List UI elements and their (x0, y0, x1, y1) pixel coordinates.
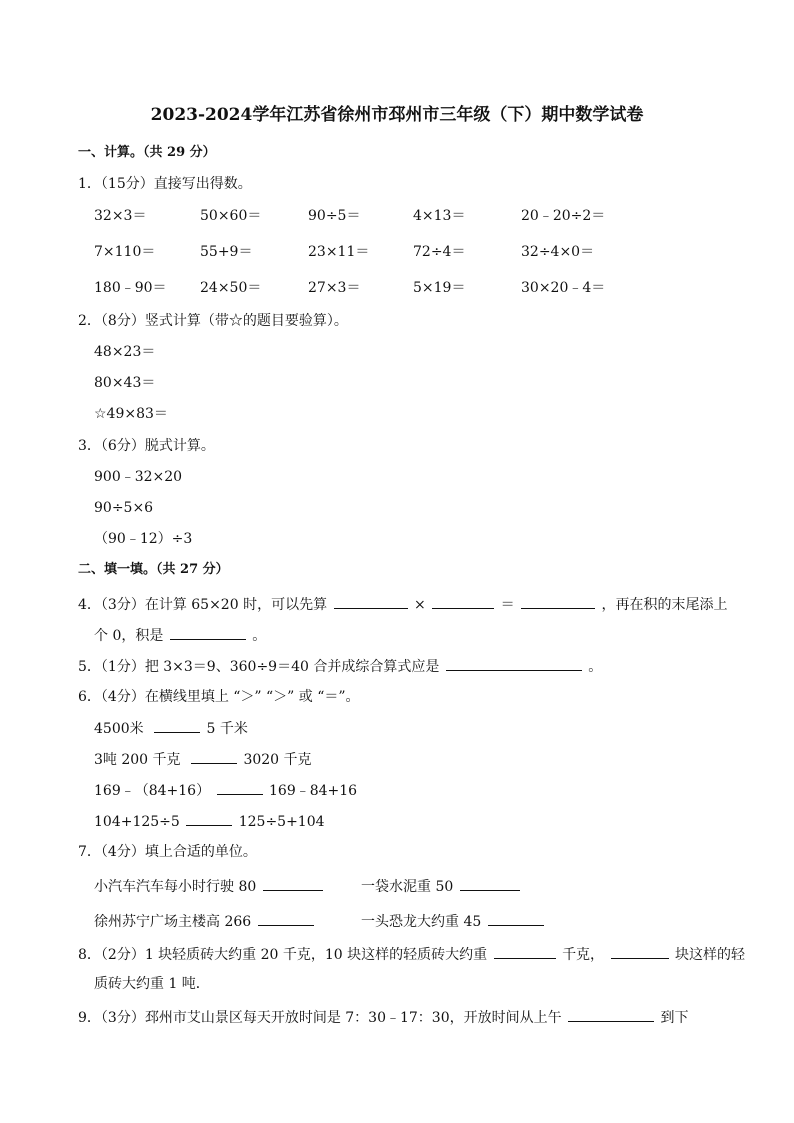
q4-blank-4[interactable] (170, 625, 246, 640)
q7-text: 一袋水泥重 50 (361, 879, 454, 895)
section-heading-fill: 二、填一填。（共 27 分） (78, 562, 229, 577)
q1-item: 24×50＝ (200, 280, 262, 296)
q6-right: 169﹣84+16 (269, 783, 358, 799)
question-1-stem: 1．（15分）直接写出得数。 (78, 176, 252, 192)
q7-text: 徐州苏宁广场主楼高 266 (94, 914, 252, 930)
q6-item (94, 811, 325, 831)
q7-blank[interactable] (460, 876, 520, 891)
q4-text-a: 4．（3分）在计算 65×20 时，可以先算 (78, 597, 328, 613)
q6-blank[interactable] (217, 780, 263, 795)
q4-blank-1[interactable] (334, 594, 408, 609)
question-4-line-2 (94, 625, 266, 645)
question-2-stem: 2．（8分）竖式计算（带☆的题目要验算）。 (78, 313, 348, 329)
q9-blank-1[interactable] (568, 1007, 654, 1022)
q4-text-b: ，再在积的末尾添上 (601, 597, 728, 613)
q1-item: 7×110＝ (94, 244, 156, 260)
q9-text-b: 到下 (660, 1010, 689, 1026)
q6-item (94, 749, 312, 769)
q7-item (94, 876, 325, 896)
q3-item: 90÷5×6 (94, 500, 154, 516)
q1-item: 180﹣90＝ (94, 280, 167, 296)
q6-blank[interactable] (154, 718, 200, 733)
q7-text: 一头恐龙大约重 45 (361, 914, 482, 930)
q4-times: × (413, 597, 426, 613)
q7-item (361, 876, 522, 896)
q7-blank[interactable] (263, 876, 323, 891)
q6-blank[interactable] (186, 811, 232, 826)
q6-right: 125÷5+104 (238, 814, 325, 830)
q2-item: ☆49×83＝ (94, 406, 168, 422)
q4-blank-3[interactable] (521, 594, 595, 609)
q5-end: 。 (588, 659, 603, 675)
q1-item: 4×13＝ (413, 208, 466, 224)
question-4-line-1 (78, 594, 728, 614)
q1-item: 50×60＝ (200, 208, 262, 224)
q4-eq: ＝ (500, 597, 515, 613)
q8-blank-1[interactable] (494, 944, 556, 959)
q1-item: 55+9＝ (200, 244, 253, 260)
question-8-line-1 (78, 944, 745, 964)
q6-left: 104+125÷5 (94, 814, 180, 830)
q5-text: 5．（1分）把 3×3＝9、360÷9＝40 合并成综合算式应是 (78, 659, 440, 675)
q3-item: 900﹣32×20 (94, 469, 183, 485)
q8-text-c: 块这样的轻 (674, 947, 745, 963)
q6-item (94, 780, 357, 800)
q2-item: 80×43＝ (94, 375, 156, 391)
q2-item: 48×23＝ (94, 344, 156, 360)
question-3-stem: 3．（6分）脱式计算。 (78, 438, 215, 454)
q1-item: 5×19＝ (413, 280, 466, 296)
q1-item: 20﹣20÷2＝ (521, 208, 606, 224)
q1-item: 30×20﹣4＝ (521, 280, 606, 296)
q6-item (94, 718, 248, 738)
question-9-line-1 (78, 1007, 689, 1027)
q6-right: 5 千米 (206, 721, 248, 737)
q1-item: 32×3＝ (94, 208, 147, 224)
q4-end: 。 (252, 628, 267, 644)
page-title: 2023-2024学年江苏省徐州市邳州市三年级（下）期中数学试卷 (150, 105, 644, 125)
question-6-stem: 6．（4分）在横线里填上 “＞” “＞” 或 “＝”。 (78, 689, 360, 705)
q6-left: 3吨 200 千克 (94, 752, 181, 768)
q4-blank-2[interactable] (432, 594, 494, 609)
q8-blank-2[interactable] (611, 944, 669, 959)
question-7-stem: 7．（4分）填上合适的单位。 (78, 844, 257, 860)
q5-blank[interactable] (446, 656, 582, 671)
q1-item: 23×11＝ (308, 244, 370, 260)
q1-item: 27×3＝ (308, 280, 361, 296)
q1-item: 32÷4×0＝ (521, 244, 595, 260)
q6-left: 4500米 (94, 721, 144, 737)
q8-text-b: 千克， (562, 947, 605, 963)
q4-text-c: 个 0，积是 (94, 628, 164, 644)
q7-blank[interactable] (258, 911, 314, 926)
q1-item: 90÷5＝ (308, 208, 361, 224)
q6-blank[interactable] (191, 749, 237, 764)
q6-left: 169﹣（84+16） (94, 783, 211, 799)
question-8-line-2: 质砖大约重 1 吨． (94, 976, 210, 992)
q8-text-a: 8．（2分）1 块轻质砖大约重 20 千克，10 块这样的轻质砖大约重 (78, 947, 488, 963)
q1-item: 72÷4＝ (413, 244, 466, 260)
q9-text-a: 9．（3分）邳州市艾山景区每天开放时间是 7：30﹣17：30，开放时间从上午 (78, 1010, 562, 1026)
q6-right: 3020 千克 (243, 752, 312, 768)
section-heading-calc: 一、计算。（共 29 分） (78, 145, 216, 160)
q7-blank[interactable] (488, 911, 544, 926)
q7-text: 小汽车汽车每小时行驶 80 (94, 879, 257, 895)
q3-item: （90﹣12）÷3 (94, 531, 193, 547)
q7-item (361, 911, 546, 931)
q7-item (94, 911, 316, 931)
question-5 (78, 656, 602, 676)
